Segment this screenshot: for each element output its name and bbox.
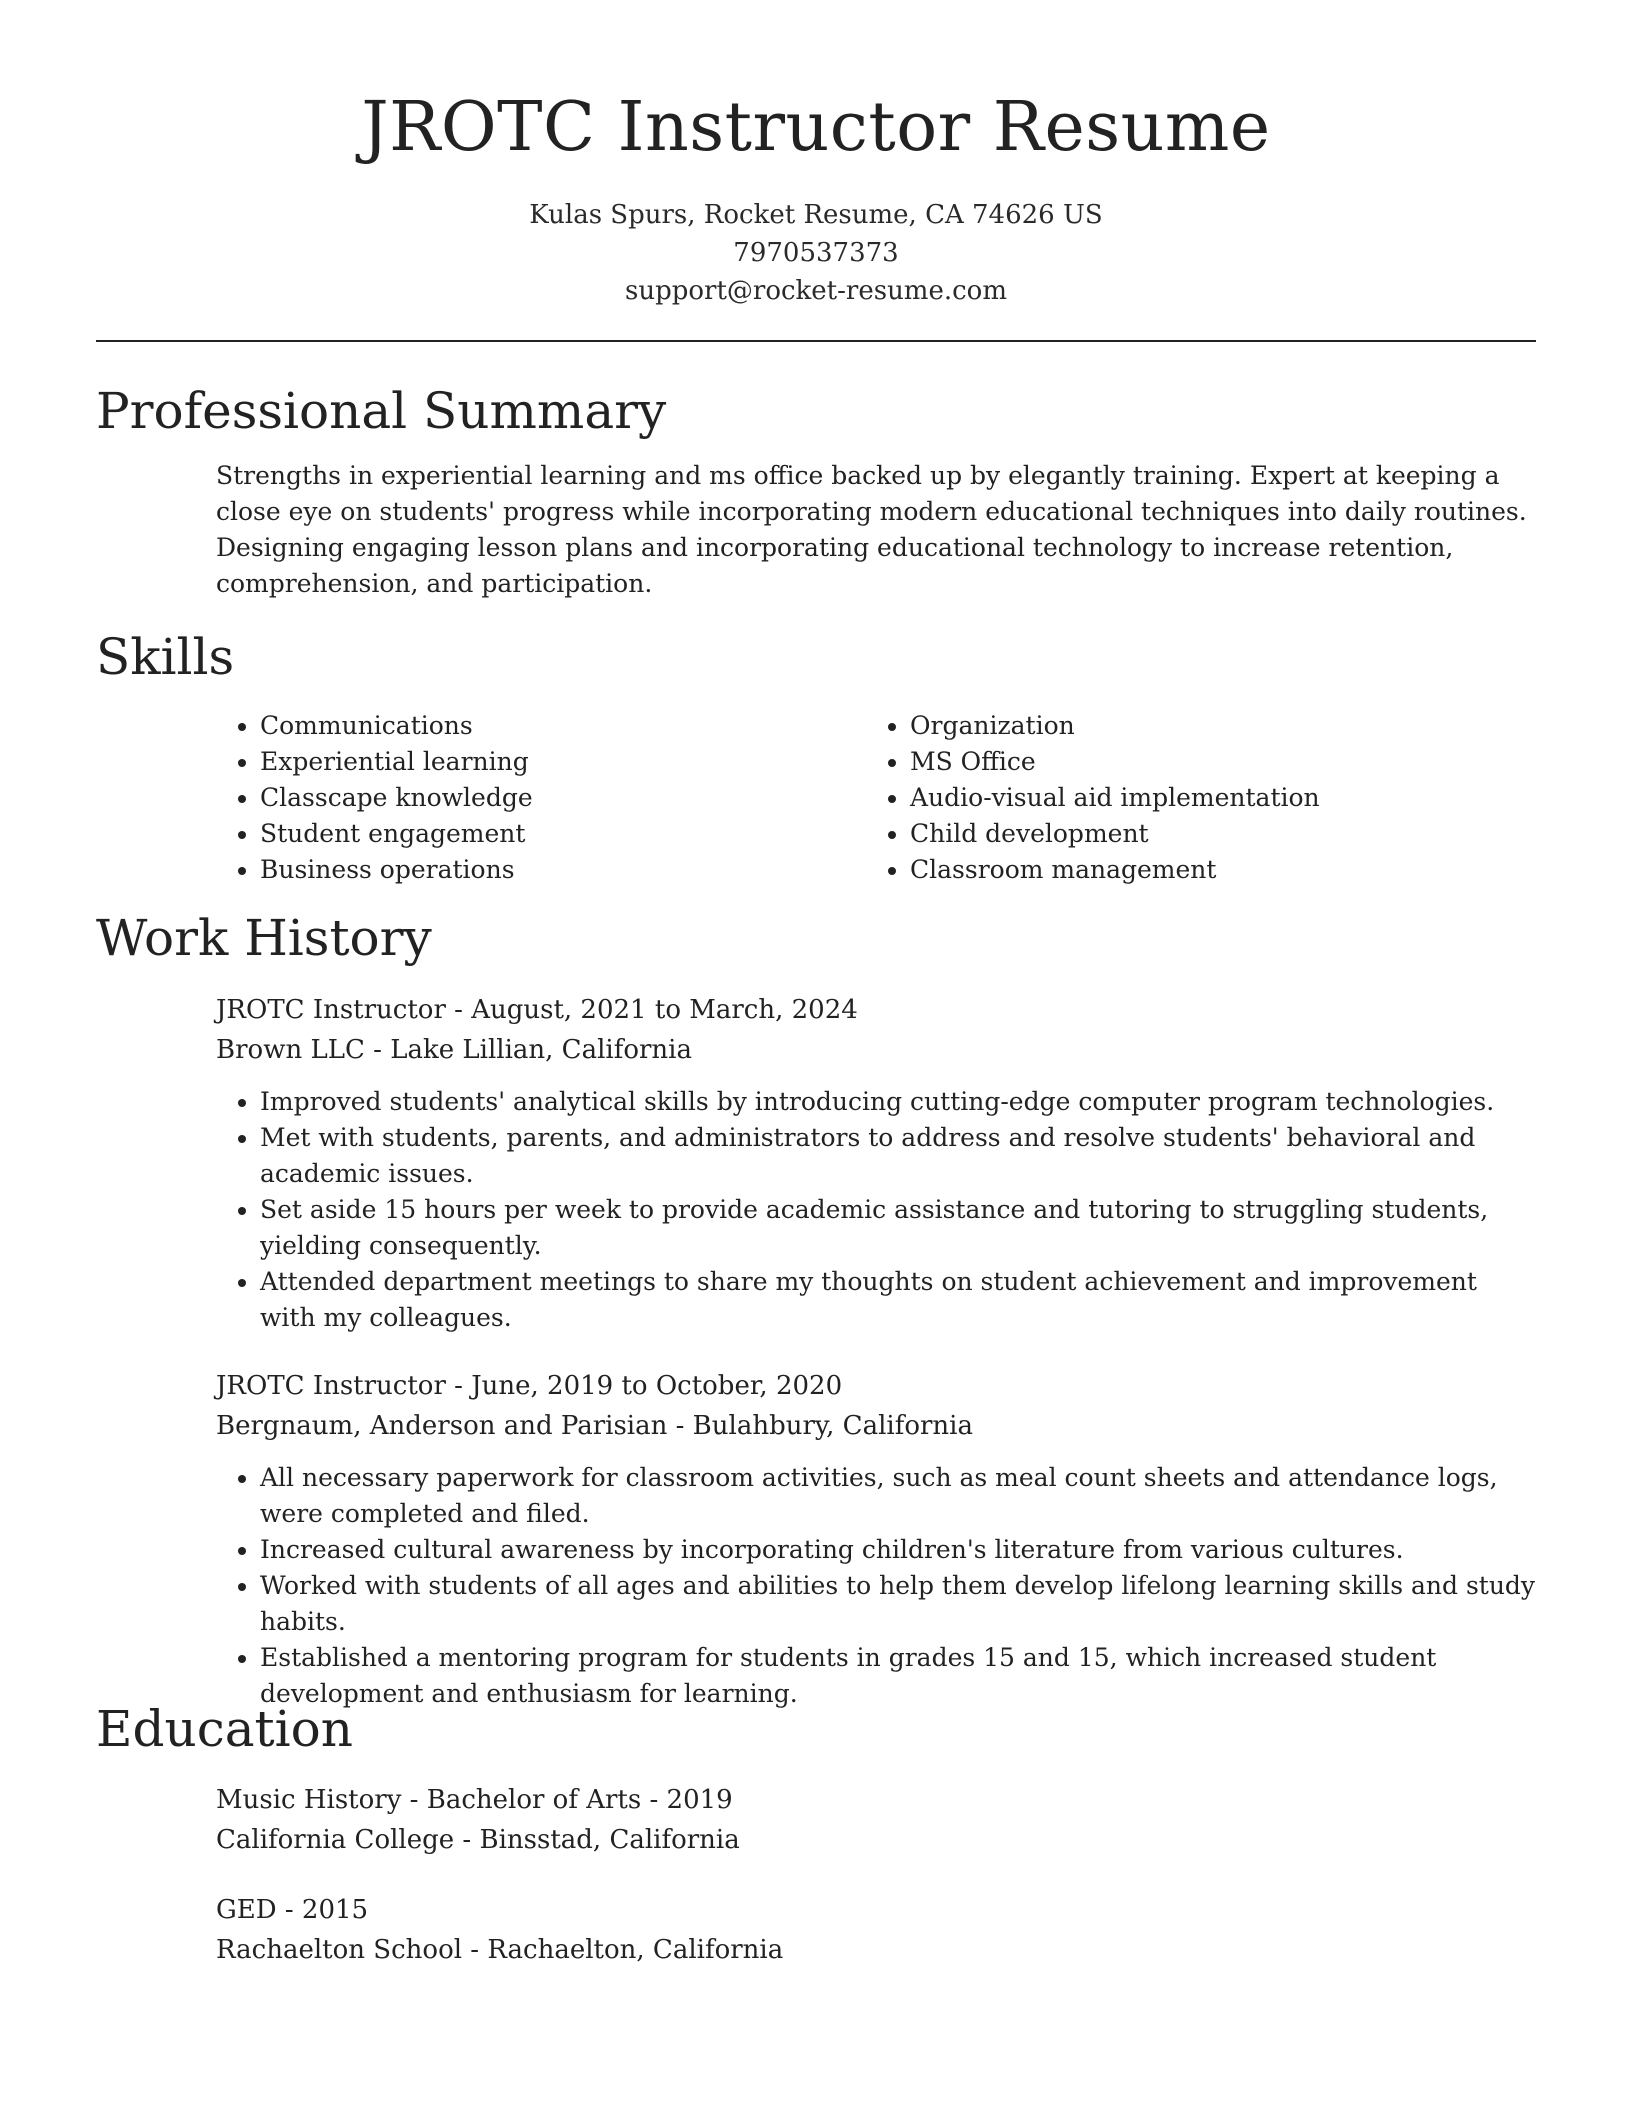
skills-heading: Skills bbox=[96, 628, 235, 686]
skill-item: • Child development bbox=[910, 816, 1530, 852]
skill-item: • Classroom management bbox=[910, 852, 1530, 888]
education-entry bbox=[216, 1780, 1536, 1860]
skill-item: • Audio-visual aid implementation bbox=[910, 780, 1530, 816]
education-school-line bbox=[216, 1820, 1536, 1860]
education-location: - Rachaelton, California bbox=[462, 1935, 784, 1965]
job-company: Brown LLC bbox=[216, 1035, 365, 1065]
education-degree-line: Music History - Bachelor of Arts - 2019 bbox=[216, 1785, 733, 1815]
contact-info bbox=[96, 196, 1536, 310]
summary-heading: Professional Summary bbox=[96, 382, 667, 440]
work-heading: Work History bbox=[96, 909, 432, 967]
job-bullet: • All necessary paperwork for classroom activities, such as meal count sheets and attendance logs, were completed and filed. bbox=[260, 1460, 1536, 1532]
education-degree-line: GED - 2015 bbox=[216, 1895, 369, 1925]
job-employer-line bbox=[216, 1406, 1536, 1446]
job-entry bbox=[216, 990, 1536, 1336]
skill-item: • Student engagement bbox=[260, 816, 880, 852]
job-bullet: • Attended department meetings to share my thoughts on student achievement and improvement with my colleagues. bbox=[260, 1264, 1536, 1336]
skill-item: • Communications bbox=[260, 708, 880, 744]
education-school: California College bbox=[216, 1825, 455, 1855]
skills-column-right bbox=[866, 708, 1530, 888]
job-bullets bbox=[216, 1084, 1536, 1336]
job-bullets bbox=[216, 1460, 1536, 1712]
skill-item: • Business operations bbox=[260, 852, 880, 888]
job-bullet: • Established a mentoring program for students in grades 15 and 15, which increased student development and enthusiasm for learning. bbox=[260, 1640, 1536, 1712]
skill-item: • Organization bbox=[910, 708, 1530, 744]
job-bullet: • Set aside 15 hours per week to provide academic assistance and tutoring to struggling students, yielding consequently. bbox=[260, 1192, 1536, 1264]
contact-address: Kulas Spurs, Rocket Resume, CA 74626 US bbox=[529, 200, 1103, 230]
resume-header bbox=[96, 84, 1536, 310]
resume-title: JROTC Instructor Resume bbox=[361, 88, 1271, 167]
education-location: - Binsstad, California bbox=[454, 1825, 740, 1855]
job-location: - Bulahbury, California bbox=[667, 1411, 973, 1441]
skill-item: • Experiential learning bbox=[260, 744, 880, 780]
education-entry bbox=[216, 1890, 1536, 1970]
job-location: - Lake Lillian, California bbox=[364, 1035, 692, 1065]
skill-item: • Classcape knowledge bbox=[260, 780, 880, 816]
job-bullet: • Improved students' analytical skills by introducing cutting-edge computer program technologies. bbox=[260, 1084, 1536, 1120]
contact-phone: 7970537373 bbox=[733, 238, 899, 268]
education-school: Rachaelton School bbox=[216, 1935, 463, 1965]
skill-item: • MS Office bbox=[910, 744, 1530, 780]
job-entry bbox=[216, 1366, 1536, 1712]
education-school-line bbox=[216, 1930, 1536, 1970]
header-divider bbox=[96, 340, 1536, 342]
education-heading: Education bbox=[96, 1700, 353, 1758]
job-bullet: • Worked with students of all ages and abilities to help them develop lifelong learning skills and study habits. bbox=[260, 1568, 1536, 1640]
skills-column-left bbox=[216, 708, 880, 888]
job-bullet: • Increased cultural awareness by incorporating children's literature from various cultures. bbox=[260, 1532, 1536, 1568]
contact-email: support@rocket-resume.com bbox=[624, 276, 1007, 306]
job-employer-line bbox=[216, 1030, 1536, 1070]
job-title-line: JROTC Instructor - June, 2019 to October, 2020 bbox=[216, 1371, 843, 1401]
job-company: Bergnaum, Anderson and Parisian bbox=[216, 1411, 668, 1441]
job-title-line: JROTC Instructor - August, 2021 to March, 2024 bbox=[216, 995, 858, 1025]
summary-text: Strengths in experiential learning and ms office backed up by elegantly training. Expert at keeping a close eye on students' progress while incorporating modern educational techniques into daily routines. Designing engaging lesson plans and incorporating educational technology to increase retention, comprehension, and participation. bbox=[216, 461, 1527, 598]
job-bullet: • Met with students, parents, and administrators to address and resolve students' behavioral and academic issues. bbox=[260, 1120, 1536, 1192]
